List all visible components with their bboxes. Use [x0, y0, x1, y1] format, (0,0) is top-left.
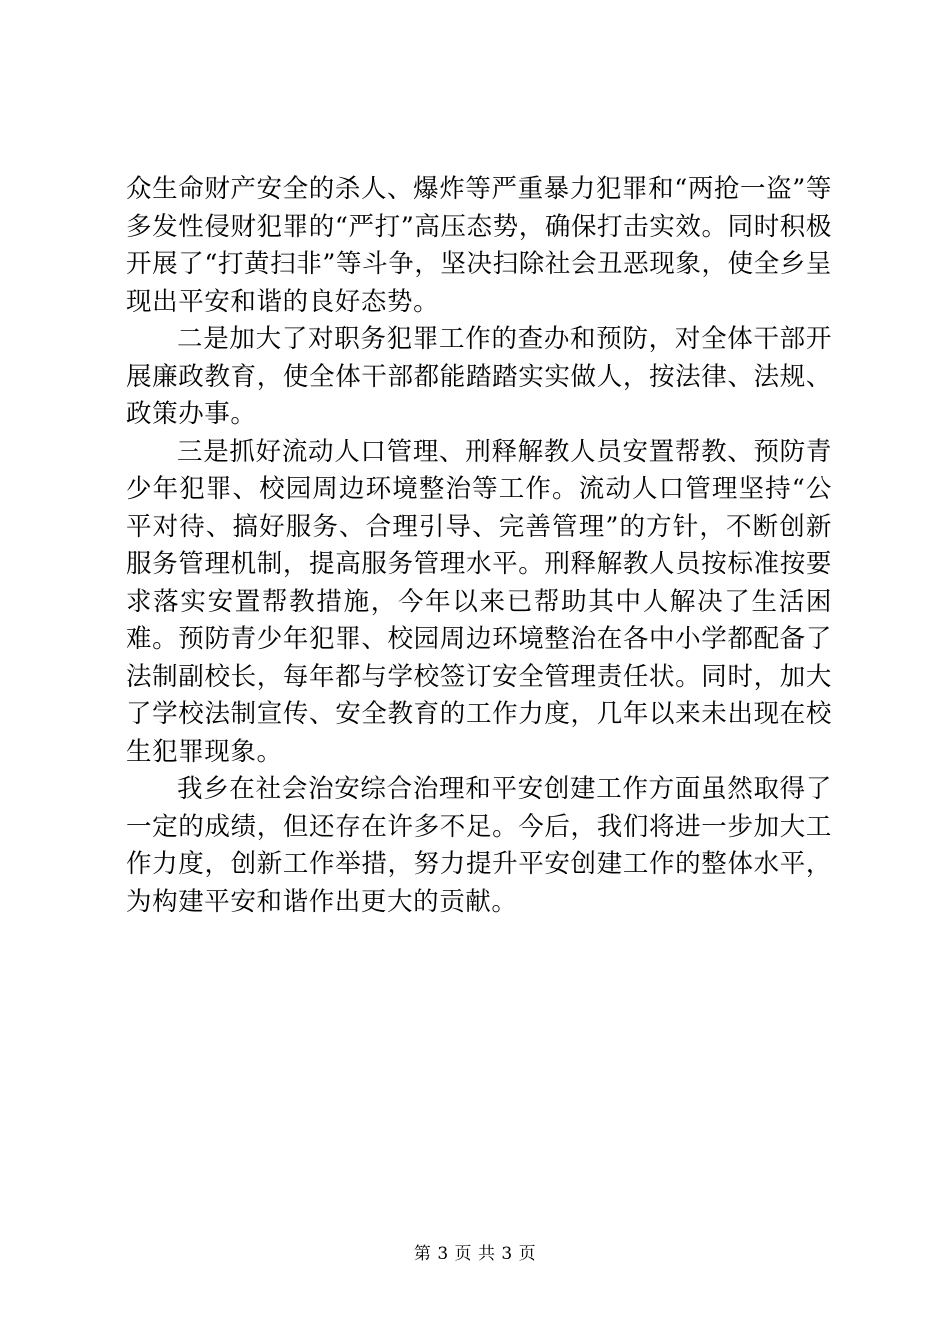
paragraph-conclusion: 我乡在社会治安综合治理和平安创建工作方面虽然取得了一定的成绩，但还存在许多不足。今后，我们将进一步加大工作力度，创新工作举措，努力提升平安创建工作的整体水平，为构建平安和谐作出更大的贡献。	[126, 774, 832, 917]
document-body	[126, 171, 832, 921]
paragraph-population-management: 三是抓好流动人口管理、刑释解教人员安置帮教、预防青少年犯罪、校园周边环境整治等工作。流动人口管理坚持“公平对待、搞好服务、合理引导、完善管理”的方针，不断创新服务管理机制，提高服务管理水平。刑释解教人员按标准按要求落实安置帮教措施，今年以来已帮助其中人解决了生活困难。预防青少年犯罪、校园周边环境整治在各中小学都配备了法制副校长，每年都与学校签订安全管理责任状。同时，加大了学校法制宣传、安全教育的工作力度，几年以来未出现在校生犯罪现象。	[126, 436, 832, 767]
paragraph-continued: 众生命财产安全的杀人、爆炸等严重暴力犯罪和“两抢一盗”等多发性侵财犯罪的“严打”高压态势，确保打击实效。同时积极开展了“打黄扫非”等斗争，坚决扫除社会丑恶现象，使全乡呈现出平安和谐的良好态势。	[126, 174, 832, 317]
paragraph-duty-crime: 二是加大了对职务犯罪工作的查办和预防，对全体干部开展廉政教育，使全体干部都能踏踏实实做人，按法律、法规、政策办事。	[126, 324, 832, 429]
page-number-footer: 第 3 页 共 3 页	[413, 1244, 537, 1264]
